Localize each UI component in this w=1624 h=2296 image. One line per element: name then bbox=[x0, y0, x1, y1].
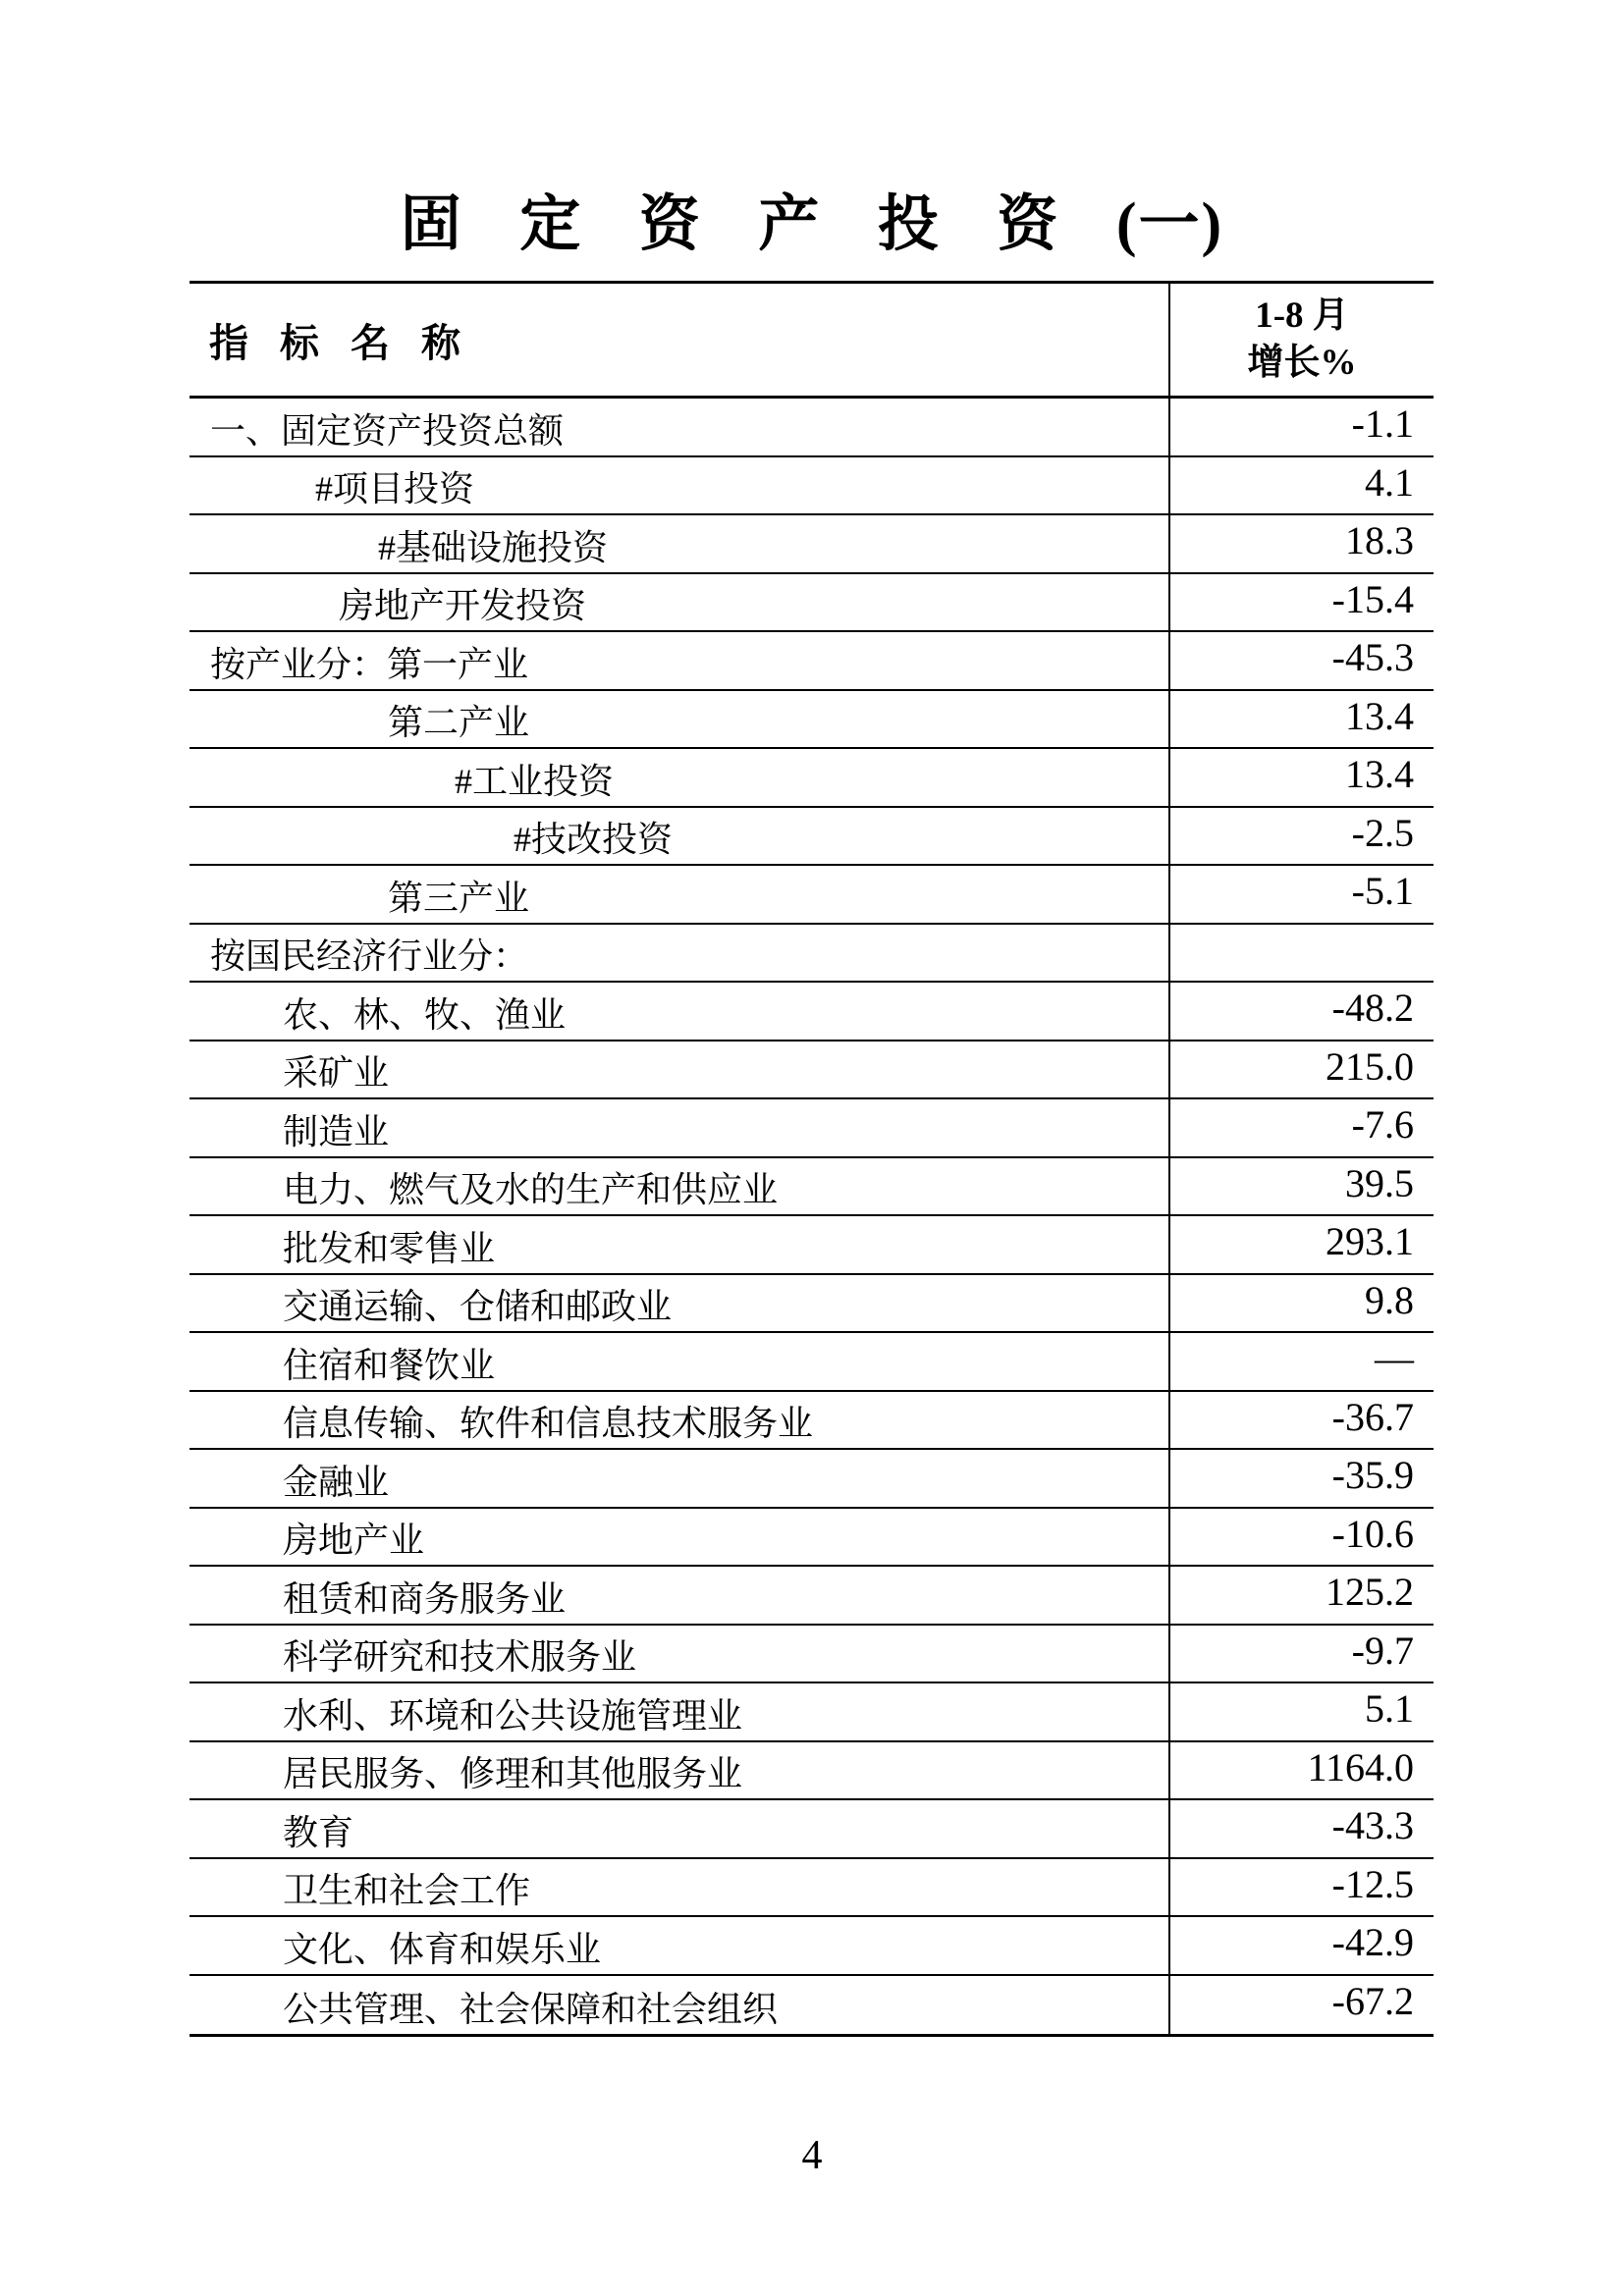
table-row bbox=[189, 866, 1434, 925]
table-row bbox=[189, 925, 1434, 984]
table-row bbox=[189, 574, 1434, 633]
indicator-name-cell: 采矿业 bbox=[189, 1041, 1170, 1098]
growth-value-cell: 215.0 bbox=[1326, 1043, 1414, 1089]
table-row bbox=[189, 983, 1434, 1041]
growth-value-cell: -5.1 bbox=[1351, 869, 1414, 913]
indicator-name-cell: 按产业分：第一产业 bbox=[189, 632, 1170, 689]
indicator-name-cell: #技改投资 bbox=[189, 808, 1170, 865]
table-row bbox=[189, 1450, 1434, 1509]
header-period-growth bbox=[1170, 284, 1434, 396]
indicator-name-cell: 科学研究和技术服务业 bbox=[189, 1626, 1170, 1682]
table-row bbox=[189, 1567, 1434, 1626]
investment-table bbox=[189, 281, 1434, 2037]
growth-value-cell: -36.7 bbox=[1331, 1394, 1414, 1439]
indicator-name-cell: 金融业 bbox=[189, 1450, 1170, 1507]
indicator-name-cell: 一、固定资产投资总额 bbox=[189, 399, 1170, 455]
indicator-name-cell: 按国民经济行业分： bbox=[189, 925, 1170, 982]
growth-value-cell: -10.6 bbox=[1331, 1511, 1414, 1556]
growth-value-cell: -67.2 bbox=[1331, 1978, 1414, 2023]
indicator-name-cell: 制造业 bbox=[189, 1099, 1170, 1156]
table-row bbox=[189, 1800, 1434, 1859]
growth-value-cell: 39.5 bbox=[1345, 1160, 1414, 1205]
growth-value-cell: 5.1 bbox=[1365, 1686, 1414, 1731]
table-row bbox=[189, 457, 1434, 516]
table-row bbox=[189, 515, 1434, 574]
indicator-name-cell: 信息传输、软件和信息技术服务业 bbox=[189, 1392, 1170, 1449]
table-row bbox=[189, 691, 1434, 750]
table-row bbox=[189, 808, 1434, 867]
table-row bbox=[189, 749, 1434, 808]
growth-value-cell: -48.2 bbox=[1331, 986, 1414, 1030]
header-indicator-name: 指 标 名 称 bbox=[189, 284, 1170, 396]
indicator-name-cell: 住宿和餐饮业 bbox=[189, 1333, 1170, 1390]
growth-value-cell: 13.4 bbox=[1345, 693, 1414, 738]
growth-value-cell: 9.8 bbox=[1365, 1277, 1414, 1322]
growth-value-cell: -2.5 bbox=[1351, 810, 1414, 855]
table-row bbox=[189, 1099, 1434, 1158]
growth-value-cell: -1.1 bbox=[1351, 401, 1414, 446]
growth-value-cell: — bbox=[1375, 1336, 1414, 1380]
indicator-name-cell: 公共管理、社会保障和社会组织 bbox=[189, 1976, 1170, 2035]
table-row bbox=[189, 1216, 1434, 1275]
growth-value-cell: -15.4 bbox=[1331, 576, 1414, 621]
indicator-name-cell: #项目投资 bbox=[189, 457, 1170, 514]
indicator-name-cell: 第三产业 bbox=[189, 866, 1170, 923]
indicator-name-cell: #工业投资 bbox=[189, 749, 1170, 806]
page-number: 4 bbox=[801, 2133, 823, 2178]
table-row bbox=[189, 1976, 1434, 2035]
indicator-name-cell: #基础设施投资 bbox=[189, 515, 1170, 572]
indicator-name-cell: 租赁和商务服务业 bbox=[189, 1567, 1170, 1624]
growth-value-cell: -12.5 bbox=[1331, 1861, 1414, 1906]
growth-value-cell: -9.7 bbox=[1351, 1628, 1414, 1673]
table-row bbox=[189, 1158, 1434, 1217]
indicator-name-cell: 批发和零售业 bbox=[189, 1216, 1170, 1273]
table-row bbox=[189, 1683, 1434, 1742]
growth-value-cell: -43.3 bbox=[1331, 1803, 1414, 1847]
header-period-line2: 增长% bbox=[1247, 343, 1357, 383]
growth-value-cell: 18.3 bbox=[1345, 518, 1414, 562]
growth-value-cell: 293.1 bbox=[1326, 1219, 1414, 1263]
header-period-line1: 1-8 月 bbox=[1255, 295, 1349, 336]
growth-value-cell bbox=[1170, 925, 1434, 982]
indicator-name-cell: 房地产业 bbox=[189, 1509, 1170, 1566]
table-row bbox=[189, 1509, 1434, 1568]
growth-value-cell: -35.9 bbox=[1331, 1453, 1414, 1497]
table-body bbox=[189, 399, 1434, 2034]
indicator-name-cell: 居民服务、修理和其他服务业 bbox=[189, 1742, 1170, 1799]
table-row bbox=[189, 1333, 1434, 1392]
table-row bbox=[189, 1742, 1434, 1801]
growth-value-cell: -45.3 bbox=[1331, 635, 1414, 679]
page-title: 固 定 资 产 投 资 (一) bbox=[400, 191, 1224, 258]
table-header-row bbox=[189, 284, 1434, 399]
indicator-name-cell: 卫生和社会工作 bbox=[189, 1859, 1170, 1916]
indicator-name-cell: 房地产开发投资 bbox=[189, 574, 1170, 631]
indicator-name-cell: 水利、环境和公共设施管理业 bbox=[189, 1683, 1170, 1740]
indicator-name-cell: 交通运输、仓储和邮政业 bbox=[189, 1275, 1170, 1332]
indicator-name-cell: 第二产业 bbox=[189, 691, 1170, 748]
growth-value-cell: -42.9 bbox=[1331, 1920, 1414, 1964]
table-row bbox=[189, 1392, 1434, 1451]
growth-value-cell: -7.6 bbox=[1351, 1102, 1414, 1147]
table-row bbox=[189, 1917, 1434, 1976]
table-row bbox=[189, 1041, 1434, 1100]
indicator-name-cell: 电力、燃气及水的生产和供应业 bbox=[189, 1158, 1170, 1215]
indicator-name-cell: 农、林、牧、渔业 bbox=[189, 983, 1170, 1040]
table-row bbox=[189, 1626, 1434, 1684]
growth-value-cell: 4.1 bbox=[1365, 459, 1414, 505]
table-row bbox=[189, 1275, 1434, 1334]
growth-value-cell: 125.2 bbox=[1326, 1570, 1414, 1614]
indicator-name-cell: 文化、体育和娱乐业 bbox=[189, 1917, 1170, 1974]
growth-value-cell: 1164.0 bbox=[1307, 1744, 1414, 1789]
table-row bbox=[189, 1859, 1434, 1918]
growth-value-cell: 13.4 bbox=[1345, 752, 1414, 796]
table-row bbox=[189, 632, 1434, 691]
table-row bbox=[189, 399, 1434, 457]
indicator-name-cell: 教育 bbox=[189, 1800, 1170, 1857]
